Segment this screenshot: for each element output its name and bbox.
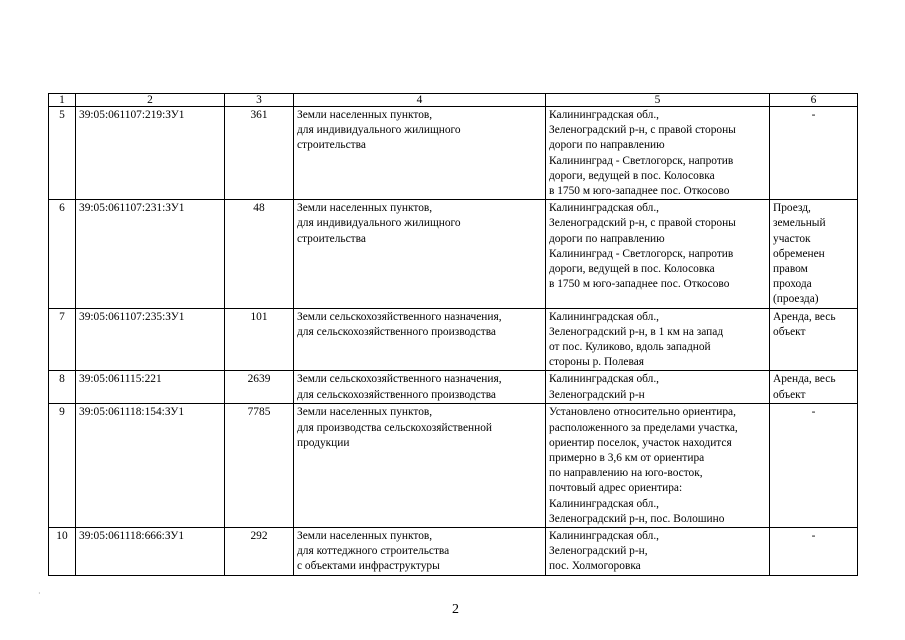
header-cell-3: 3: [225, 94, 294, 107]
text-line: Аренда, весь: [773, 373, 836, 386]
text-line: Калининград - Светлогорск, напротив: [549, 154, 734, 167]
text-line: земельный: [773, 217, 826, 230]
table-row: [49, 371, 858, 404]
text-line: для сельскохозяйственного производства: [297, 388, 496, 401]
cadastral-number: 39:05:061118:666:ЗУ1: [76, 528, 225, 576]
cadastral-number: 39:05:061107:235:ЗУ1: [76, 308, 225, 371]
land-plots-table: [48, 93, 858, 576]
text-line: Калининградская обл.,: [549, 497, 660, 510]
location: [546, 404, 770, 528]
text-line: Калининградская обл.,: [549, 109, 660, 121]
text-line: для производства сельскохозяйственной: [297, 421, 493, 434]
land-category: [294, 107, 546, 200]
text-line: Калининградская обл.,: [549, 202, 660, 215]
text-line: дороги, ведущей в пос. Колосовка: [549, 169, 715, 182]
text-line: примерно в 3,6 км от ориентира: [549, 452, 705, 465]
text-line: ориентир поселок, участок находится: [549, 436, 732, 449]
cadastral-number: 39:05:061115:221: [76, 371, 225, 404]
text-line: участок: [773, 232, 811, 245]
text-line: Зеленоградский р-н, с правой стороны: [549, 124, 736, 137]
row-number: 9: [49, 404, 76, 528]
cadastral-number: 39:05:061107:231:ЗУ1: [76, 200, 225, 308]
table-row: [49, 200, 858, 308]
row-number: 7: [49, 308, 76, 371]
text-line: правом: [773, 263, 808, 276]
text-line: -: [811, 406, 816, 419]
text-line: для коттеджного строительства: [297, 545, 450, 558]
header-cell-2: 2: [76, 94, 225, 107]
text-line: в 1750 м юго-западнее пос. Откосово: [549, 278, 730, 291]
text-line: для индивидуального жилищного: [297, 124, 461, 137]
text-line: Калининградская обл.,: [549, 373, 660, 386]
area-value: 7785: [225, 404, 294, 528]
area-value: 101: [225, 308, 294, 371]
encumbrance-note: [770, 200, 858, 308]
text-line: продукции: [297, 436, 350, 449]
text-line: для сельскохозяйственного производства: [297, 325, 496, 338]
text-line: в 1750 м юго-западнее пос. Откосово: [549, 185, 730, 198]
land-category: [294, 200, 546, 308]
text-line: Аренда, весь: [773, 310, 836, 323]
text-line: дороги по направлению: [549, 139, 665, 152]
text-line: Земли населенных пунктов,: [297, 202, 433, 215]
text-line: Зеленоградский р-н, в 1 км на запад: [549, 325, 724, 338]
text-line: с объектами инфраструктуры: [297, 560, 440, 573]
table-row: [49, 404, 858, 528]
land-category: [294, 371, 546, 404]
text-line: Зеленоградский р-н, пос. Волошино: [549, 512, 725, 525]
cadastral-number: 39:05:061107:219:ЗУ1: [76, 107, 225, 200]
land-category: [294, 404, 546, 528]
land-category: [294, 528, 546, 576]
header-cell-1: 1: [49, 94, 76, 107]
text-line: Земли сельскохозяйственного назначения,: [297, 310, 502, 323]
land-category: [294, 308, 546, 371]
header-cell-6: 6: [770, 94, 858, 107]
row-number: 6: [49, 200, 76, 308]
text-line: дороги по направлению: [549, 232, 665, 245]
text-line: пос. Холмогоровка: [549, 560, 641, 573]
cadastral-number: 39:05:061118:154:ЗУ1: [76, 404, 225, 528]
text-line: -: [811, 109, 816, 121]
encumbrance-note: [770, 107, 858, 200]
location: [546, 200, 770, 308]
text-line: от пос. Куликово, вдоль западной: [549, 341, 711, 354]
header-cell-5: 5: [546, 94, 770, 107]
text-line: Земли населенных пунктов,: [297, 109, 433, 121]
text-line: Земли населенных пунктов,: [297, 530, 433, 543]
encumbrance-note: [770, 404, 858, 528]
text-line: стороны р. Полевая: [549, 356, 644, 369]
row-number: 10: [49, 528, 76, 576]
text-line: строительства: [297, 139, 366, 152]
row-number: 5: [49, 107, 76, 200]
location: [546, 107, 770, 200]
text-line: Калининград - Светлогорск, напротив: [549, 247, 734, 260]
text-line: Проезд,: [773, 202, 811, 215]
header-row: [49, 94, 858, 107]
text-line: -: [811, 530, 816, 543]
text-line: Земли населенных пунктов,: [297, 406, 433, 419]
encumbrance-note: [770, 528, 858, 576]
text-line: (проезда): [773, 293, 819, 306]
text-line: прохода: [773, 278, 812, 291]
text-line: почтовый адрес ориентира:: [549, 482, 683, 495]
encumbrance-note: [770, 371, 858, 404]
text-line: расположенного за пределами участка,: [549, 421, 738, 434]
text-line: Калининградская обл.,: [549, 530, 660, 543]
text-line: Установлено относительно ориентира,: [549, 406, 736, 419]
encumbrance-note: [770, 308, 858, 371]
text-line: дороги, ведущей в пос. Колосовка: [549, 263, 715, 276]
text-line: Калининградская обл.,: [549, 310, 660, 323]
table-row: [49, 528, 858, 576]
area-value: 48: [225, 200, 294, 308]
table-row: [49, 107, 858, 200]
text-line: по направлению на юго-восток,: [549, 467, 703, 480]
page-number: 2: [452, 602, 459, 617]
document-sheet: [48, 93, 857, 576]
table-row: [49, 308, 858, 371]
text-line: объект: [773, 325, 806, 338]
text-line: Зеленоградский р-н,: [549, 545, 648, 558]
text-line: обременен: [773, 247, 825, 260]
location: [546, 308, 770, 371]
text-line: Земли сельскохозяйственного назначения,: [297, 373, 502, 386]
location: [546, 528, 770, 576]
text-line: Зеленоградский р-н: [549, 388, 645, 401]
area-value: 292: [225, 528, 294, 576]
row-number: 8: [49, 371, 76, 404]
text-line: Зеленоградский р-н, с правой стороны: [549, 217, 736, 230]
text-line: строительства: [297, 232, 366, 245]
area-value: 361: [225, 107, 294, 200]
text-line: объект: [773, 388, 806, 401]
text-line: для индивидуального жилищного: [297, 217, 461, 230]
area-value: 2639: [225, 371, 294, 404]
header-cell-4: 4: [294, 94, 546, 107]
location: [546, 371, 770, 404]
scan-speck: ·: [38, 589, 41, 598]
